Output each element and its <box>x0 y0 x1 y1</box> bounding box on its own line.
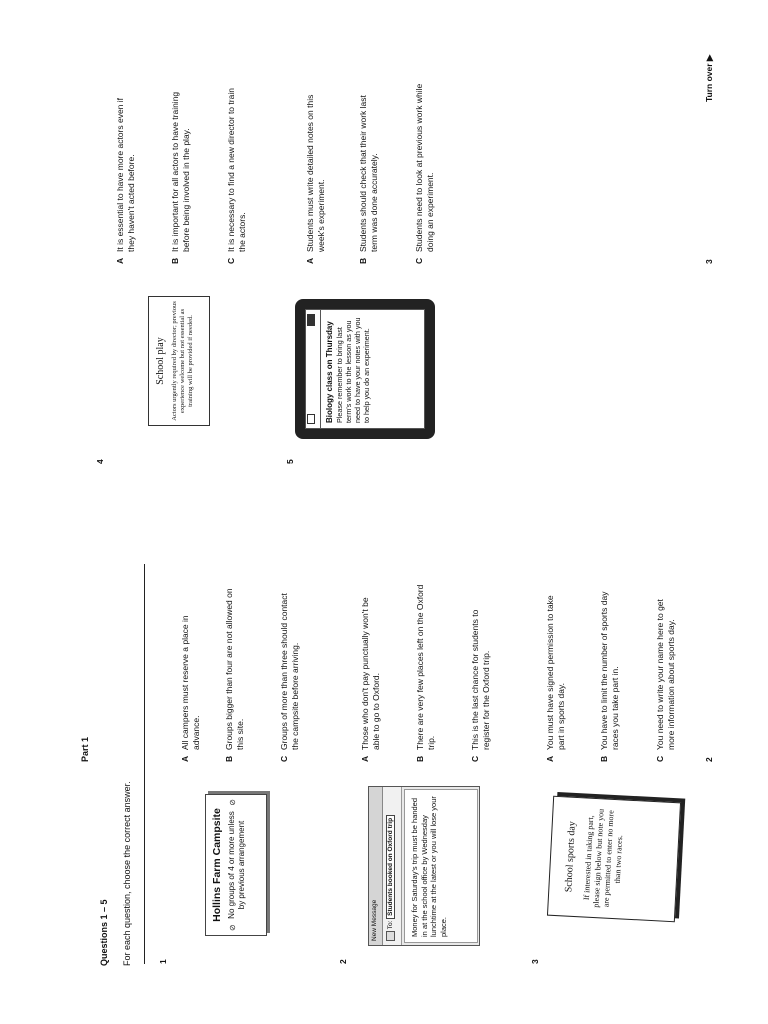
option-text: Students should check that their work last term was done accurately. <box>358 95 379 252</box>
turn-over-label: Turn over ▶ <box>704 54 714 102</box>
option-letter: C <box>414 257 424 264</box>
screen-toolbar <box>306 310 321 428</box>
page-number-left: 2 <box>704 757 714 762</box>
answer-option[interactable] <box>279 572 301 762</box>
window-title-bar: New Message <box>369 787 383 945</box>
option-text: Students need to look at previous work while doing an experiment. <box>414 83 435 252</box>
option-text: All campers must reserve a place in advance. <box>180 615 201 750</box>
battery-icon <box>307 314 315 326</box>
screen-title: Biology class on Thursday <box>325 321 334 423</box>
option-letter: A <box>180 755 190 762</box>
sports-day-notice <box>547 796 681 923</box>
answer-option[interactable] <box>170 74 192 264</box>
message-body: Money for Saturday's trip must be handed in at the school office by Wednesday lunchtime at the latest or you will lose your place. <box>404 789 478 943</box>
question-number: 2 <box>338 959 348 964</box>
option-text: It is important for all actors to have training before being involved in the play. <box>170 91 191 252</box>
option-letter: B <box>599 755 609 762</box>
to-label: To: <box>387 920 395 930</box>
option-text: Groups of more than three should contact the campsite before arriving. <box>279 593 300 750</box>
question-number: 1 <box>158 959 168 964</box>
answer-option[interactable] <box>545 572 567 762</box>
answer-option[interactable] <box>415 572 437 762</box>
answer-option[interactable] <box>470 572 492 762</box>
option-letter: A <box>545 755 555 762</box>
part-heading: Part 1 <box>80 736 90 762</box>
answer-option[interactable] <box>655 572 677 762</box>
question-number: 5 <box>285 459 295 464</box>
school-play-scroll <box>148 296 210 426</box>
option-letter: B <box>170 257 180 264</box>
answer-option[interactable] <box>358 74 380 264</box>
option-text: It is essential to have more actors even if they haven't acted before. <box>115 97 136 252</box>
divider-line <box>144 564 145 964</box>
option-letter: A <box>305 257 315 264</box>
answer-option[interactable] <box>414 74 436 264</box>
notice-body: If interested in taking part, please sign below but note you are permitted to enter no more than two races. <box>581 808 625 908</box>
option-text: Groups bigger than four are not allowed on this site. <box>224 588 245 750</box>
option-letter: A <box>360 755 370 762</box>
recipient-row <box>383 787 402 945</box>
option-text: Students must write detailed notes on this week's experiment. <box>305 94 326 252</box>
sign-title: Hollins Farm Campsite <box>211 808 223 922</box>
answer-option[interactable] <box>360 572 382 762</box>
screen-body: Please remember to bring last term's work to the lesson as you need to have your notes with you to help you do an experiment. <box>335 317 371 423</box>
option-letter: B <box>224 755 234 762</box>
option-text: You have to limit the number of sports day races you take part in. <box>599 591 620 750</box>
screw-icon: ⊘ <box>228 799 237 806</box>
option-letter: C <box>655 755 665 762</box>
email-window <box>368 786 480 946</box>
question-number: 3 <box>530 959 540 964</box>
option-letter: B <box>415 755 425 762</box>
option-text: You must have signed permission to take part in sports day. <box>545 595 566 750</box>
campsite-sign <box>205 794 267 936</box>
notice-title: School play <box>155 337 166 385</box>
answer-option[interactable] <box>599 572 621 762</box>
option-text: There are very few places left on the Oxford trip. <box>415 584 436 750</box>
notice-body: Actors urgently required by director; previous experience welcome but not essential as training will be provided if needed. <box>171 301 194 421</box>
option-letter: C <box>279 755 289 762</box>
option-letter: A <box>115 257 125 264</box>
instruction-text: For each question, choose the correct answer. <box>122 781 132 966</box>
questions-heading: Questions 1 – 5 <box>99 899 109 966</box>
option-text: This is the last chance for students to register for the Oxford trip. <box>470 609 491 750</box>
sign-body: No groups of 4 or more unless by previous arrangement <box>227 811 246 919</box>
screen-content <box>305 309 425 429</box>
to-field[interactable]: Students booked on Oxford trip <box>386 815 395 919</box>
answer-option[interactable] <box>180 572 202 762</box>
option-text: You need to write your name here to get more information about sports day. <box>655 599 676 750</box>
notice-title: School sports day <box>563 820 578 893</box>
answer-option[interactable] <box>224 572 246 762</box>
option-text: It is necessary to find a new director to train the actors. <box>226 88 247 252</box>
window-icon <box>307 414 315 424</box>
page-number-right: 3 <box>704 259 714 264</box>
option-text: Those who don't pay punctually won't be able to go to Oxford. <box>360 597 381 750</box>
computer-screen <box>295 299 435 439</box>
answer-option[interactable] <box>115 74 137 264</box>
envelope-icon <box>386 931 395 941</box>
answer-option[interactable] <box>226 74 248 264</box>
option-letter: B <box>358 257 368 264</box>
option-letter: C <box>226 257 236 264</box>
option-letter: C <box>470 755 480 762</box>
screw-icon: ⊘ <box>228 924 237 931</box>
question-number: 4 <box>95 459 105 464</box>
answer-option[interactable] <box>305 74 327 264</box>
